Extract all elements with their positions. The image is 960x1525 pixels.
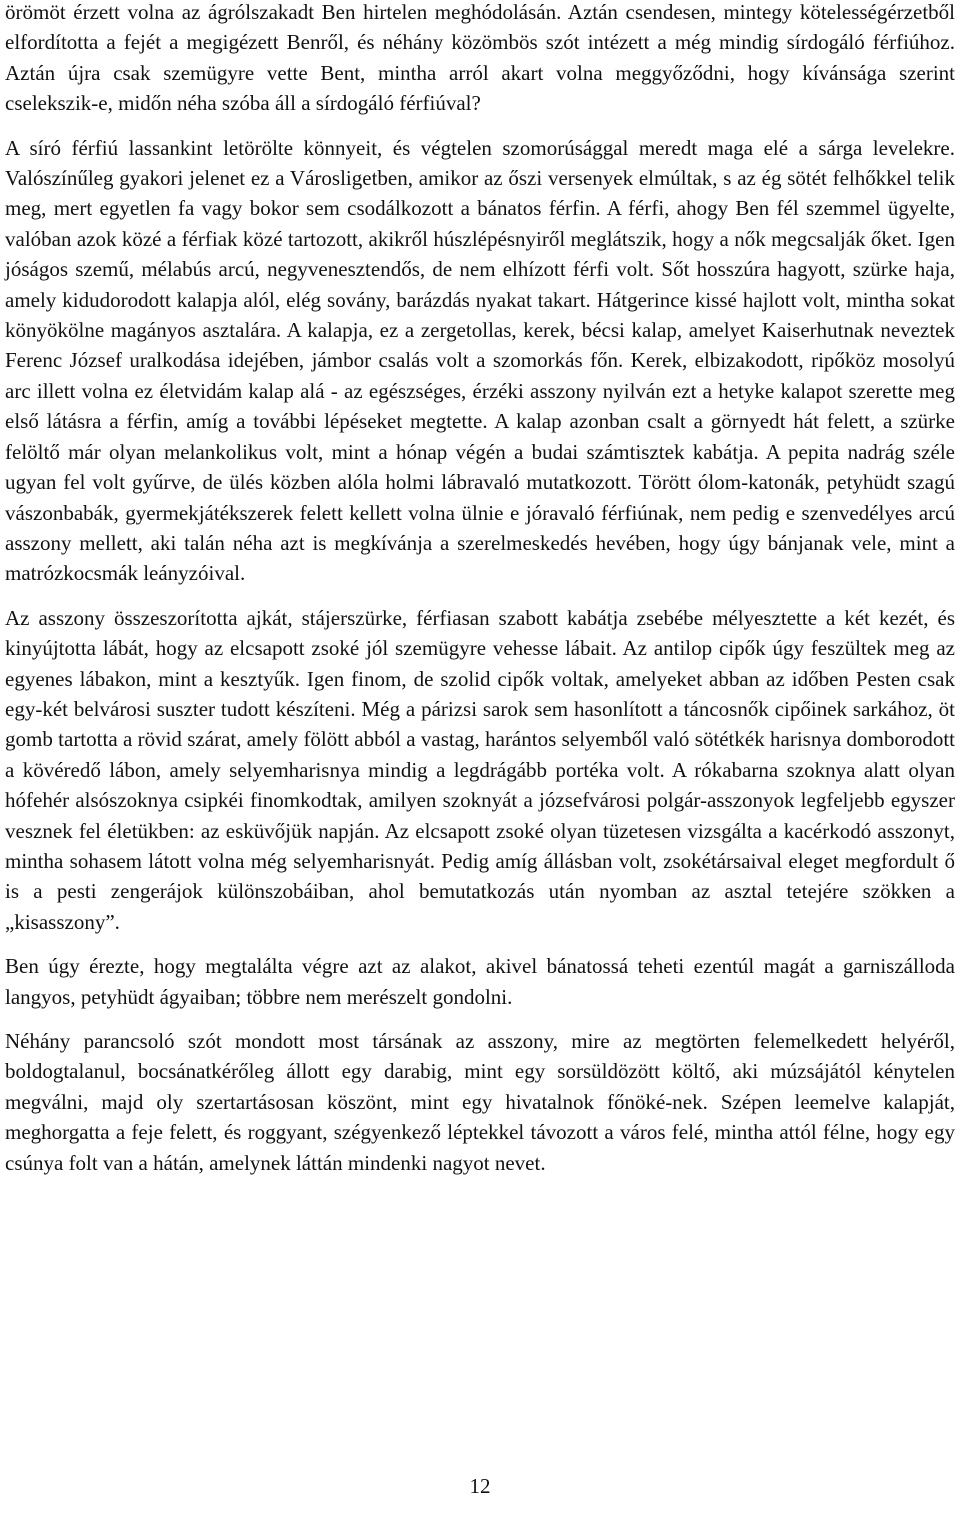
- paragraph-1: örömöt érzett volna az ágrólszakadt Ben hirtelen meghódolásán. Aztán csendesen, mintegy kötelességérzetből elfordította a fejét a megigézett Benről, és néhány közömbös szót intézett a még mindig sírdogáló férfiúhoz. Aztán újra csak szemügyre vette Bent, mintha arról akart volna meggyőződni, hogy kívánsága szerint cselekszik-e, midőn néha szóba áll a sírdogáló férfiúval?: [5, 0, 955, 116]
- paragraph-4: Ben úgy érezte, hogy megtalálta végre azt az alakot, akivel bánatossá teheti ezentúl magát a garniszálloda langyos, petyhüdt ágyaiban; többre nem merészelt gondolni.: [5, 954, 955, 1009]
- page-body: [5, 0, 955, 1192]
- page-number: 12: [469, 1474, 491, 1498]
- paragraph-5: Néhány parancsoló szót mondott most társának az asszony, mire az megtörten felemelkedett helyéről, boldogtalanul, bocsánatkérőleg állott egy darabig, mint egy sorsüldözött költő, aki múzsájától kénytelen megválni, majd oly szertartásosan köszönt, mint egy hivatalnok főnöké-nek. Szépen leemelve kalapját, meghorgatta a feje felett, és roggyant, szégyenkező léptekkel távozott a város felé, mintha attól félne, hogy egy csúnya folt van a hátán, amelynek láttán mindenki nagyot nevet.: [5, 1029, 955, 1175]
- paragraph-3: Az asszony összeszorította ajkát, stájerszürke, férfiasan szabott kabátja zsebébe mélyesztette a két kezét, és kinyújtotta lábát, hogy az elcsapott zsoké jól szemügyre vehesse lábait. Az antilop cipők úgy feszültek meg az egyenes lábakon, mint a kesztyűk. Igen finom, de szolid cipők voltak, amelyeket abban az időben Pesten csak egy-két belvárosi suszter tudott készíteni. Még a párizsi sarok sem hasonlított a táncosnők cipőinek sarkához, öt gomb tartotta a rövid szárat, amely fölött abból a vastag, harántos selyemből való sötétkék harisnya domborodott a kövéredő lábon, amely selyemharisnya mindig a legdrágább portéka volt. A rókabarna szoknya alatt olyan hófehér alsószoknya csipkéi finomkodtak, amilyen szoknyát a józsefvárosi polgár-asszonyok legfeljebb egyszer vesznek fel életükben: az esküvőjük napján. Az elcsapott zsoké olyan tüzetesen vizsgálta a kacérkodó asszonyt, mintha sohasem látott volna még selyemharisnyát. Pedig amíg állásban volt, zsokétársaival eleget megfordult ő is a pesti zengerájok különszobáiban, ahol bemutatkozás után nyomban az asztal tetejére szökken a „kisasszony”.: [5, 605, 955, 934]
- paragraph-2: A síró férfiú lassankint letörölte könnyeit, és végtelen szomorúsággal meredt maga elé a sárga levelekre. Valószínűleg gyakori jelenet ez a Városligetben, amikor az őszi versenyek elmúltak, s az ég sötét felhőkkel telik meg, mert egyetlen fa vagy bokor sem csodálkozott a bánatos férfin. A férfi, ahogy Ben fél szemmel ügyelte, valóban azok közé a férfiak közé tartozott, akikről húszlépésnyiről meglátszik, hogy a nők megcsalják őket. Igen jóságos szemű, mélabús arcú, negyvenesztendős, de nem elhízott férfi volt. Sőt hosszúra hagyott, szürke haja, amely kidudorodott kalapja alól, elég sovány, barázdás nyakat takart. Hátgerince kissé hajlott volt, mintha sokat könyökölne magányos asztalára. A kalapja, ez a zergetollas, kerek, bécsi kalap, amelyet Kaiserhutnak neveztek Ferenc József uralkodása idejében, jámbor csalás volt a szomorkás főn. Kerek, elbizakodott, ripőköz mosolyú arc illett volna ez életvidám kalap alá - az egészséges, érzéki asszony nyilván ezt a hetyke kalapot szerette meg első látásra a férfin, amíg a további lépéseket megtette. A kalap azonban csalt a görnyedt hát felett, a szürke felöltő már olyan melankolikus volt, mint a hónap végén a budai számtisztek kabátja. A pepita nadrág széle ugyan fel volt gyűrve, de ülés közben alóla holmi lábravaló mutatkozott. Törött ólom-katonák, petyhüdt szagú vászonbabák, gyermekjátékszerek felett kellett volna ülnie e jóravaló férfiúnak, nem pedig e szenvedélyes arcú asszony mellett, aki talán néha azt is megkívánja a szerelmeskedés hevében, hogy úgy bánjanak vele, mint a matrózkocsmák leányzóival.: [5, 135, 955, 586]
